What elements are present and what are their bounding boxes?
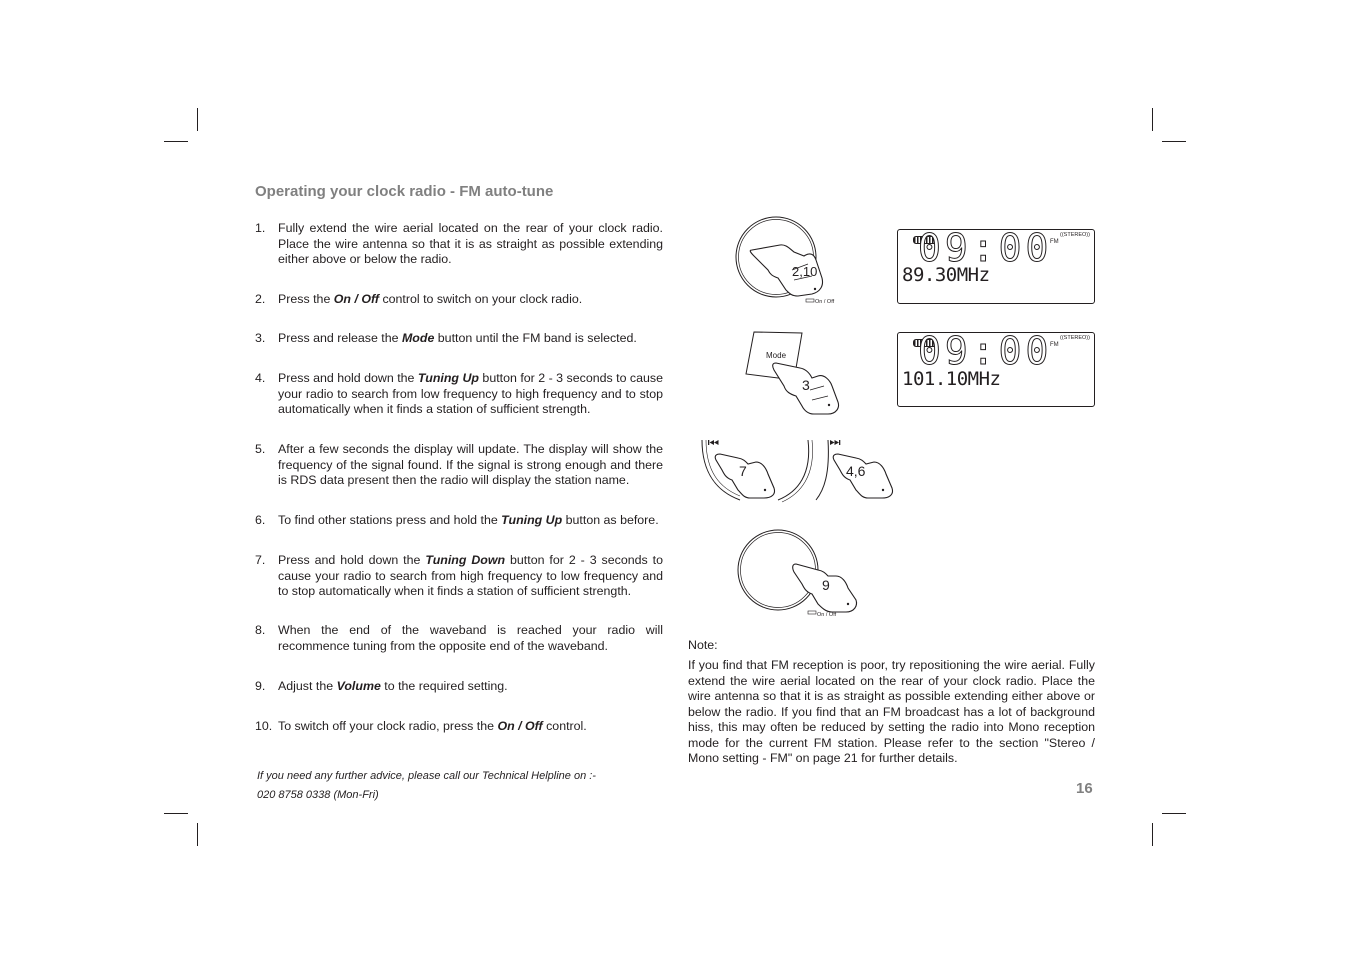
crop-mark xyxy=(1162,813,1186,814)
band-indicator: FM xyxy=(1050,239,1059,245)
list-item xyxy=(255,292,663,308)
on-off-knob-figure xyxy=(732,212,850,308)
skip-forward-icon xyxy=(830,440,840,445)
frequency-readout: 101.10MHz xyxy=(902,368,1001,390)
step-callout: 9 xyxy=(822,577,830,593)
helpline-note xyxy=(257,767,596,805)
mode-button-label: Mode xyxy=(766,351,787,360)
lcd-display xyxy=(897,226,1095,304)
stereo-indicator: ((STEREO)) xyxy=(1060,335,1090,341)
list-item xyxy=(255,623,663,654)
stereo-indicator: ((STEREO)) xyxy=(1060,232,1090,238)
step-text: control to switch on your clock radio. xyxy=(379,292,583,306)
step-text: Press and release the xyxy=(278,331,402,345)
on-off-symbol-icon xyxy=(806,299,814,302)
step-text: Press the xyxy=(278,292,334,306)
clock-time: 09:00 xyxy=(918,329,1053,373)
list-item xyxy=(255,719,663,735)
step-number: 1. xyxy=(255,221,266,235)
frequency-readout: 89.30MHz xyxy=(902,264,990,286)
helpline-phone: 020 8758 0338 (Mon-Fri) xyxy=(257,789,379,801)
step-number: 7. xyxy=(255,553,266,567)
step-number: 2. xyxy=(255,292,266,306)
list-item xyxy=(255,513,663,529)
step-text: Adjust the xyxy=(278,679,337,693)
step-text: Press and hold down the xyxy=(278,553,426,567)
step-text: Fully extend the wire aerial located on the rear of your clock radio. Place the wire antenna so that it is as straight as possible extending either above or below the radio. xyxy=(278,221,663,266)
knob-caption: On / Off xyxy=(817,612,837,618)
list-item xyxy=(255,679,663,695)
step-number: 5. xyxy=(255,442,266,456)
list-item xyxy=(255,553,663,600)
note-heading: Note: xyxy=(688,638,718,652)
step-callout: 4,6 xyxy=(846,463,866,479)
step-number: 4. xyxy=(255,371,266,385)
step-text: When the end of the waveband is reached your radio will recommence tuning from the opposite end of the waveband. xyxy=(278,623,663,653)
lcd-display xyxy=(897,329,1095,407)
control-name: On / Off xyxy=(333,292,379,306)
note-body: If you find that FM reception is poor, try repositioning the wire aerial. Fully extend the wire aerial located on the rear of your clock radio. Place the wire antenna so that it is as straight as possible extending either above or below the radio. If you find that an FM broadcast has a lot of background hiss, this may often be reduced by setting the radio into Mono reception mode for the current FM station. Please refer to the section "Stereo / Mono setting - FM" on page 21 for further details. xyxy=(688,658,1095,765)
crop-mark xyxy=(1152,108,1153,131)
helpline-text: If you need any further advice, please call our Technical Helpline on :- xyxy=(257,770,596,782)
list-item xyxy=(255,371,663,418)
step-text: button for 2 - 3 seconds to cause your radio to search from low frequency to high frequency and to stop automatically when it finds a station of sufficient strength. xyxy=(278,371,663,416)
mode-button-figure xyxy=(744,330,848,416)
control-name: Volume xyxy=(336,679,381,693)
crop-mark xyxy=(1162,141,1186,142)
tuning-buttons-figure xyxy=(698,434,898,504)
crop-mark xyxy=(197,108,198,131)
crop-mark xyxy=(164,813,188,814)
step-text: button until the FM band is selected. xyxy=(434,331,637,345)
page-number: 16 xyxy=(1076,780,1093,797)
clock-time: 09:00 xyxy=(918,226,1053,270)
on-off-symbol-icon xyxy=(808,611,816,614)
band-indicator: FM xyxy=(1050,342,1059,348)
control-name: Tuning Up xyxy=(501,513,563,527)
list-item xyxy=(255,221,663,268)
step-callout: 2,10 xyxy=(792,264,818,279)
control-name: Mode xyxy=(401,331,435,345)
step-callout: 7 xyxy=(739,463,747,479)
control-name: On / Off xyxy=(497,719,543,733)
step-number: 8. xyxy=(255,623,266,637)
step-text: To find other stations press and hold the xyxy=(278,513,502,527)
step-number: 10. xyxy=(255,719,273,733)
step-text: After a few seconds the display will update. The display will show the frequency of the signal found. If the signal is strong enough and there is RDS data present then the radio will display the station name. xyxy=(278,442,663,487)
page-title: Operating your clock radio - FM auto-tune xyxy=(255,183,554,200)
list-item xyxy=(255,331,663,347)
list-item xyxy=(255,442,663,489)
step-number: 6. xyxy=(255,513,266,527)
step-text: To switch off your clock radio, press the xyxy=(278,719,498,733)
step-number: 9. xyxy=(255,679,266,693)
crop-mark xyxy=(1152,823,1153,846)
volume-knob-figure xyxy=(734,524,868,620)
knob-caption: On / Off xyxy=(815,299,835,305)
step-text: to the required setting. xyxy=(380,679,508,693)
skip-back-icon xyxy=(708,440,719,445)
step-text: button as before. xyxy=(562,513,659,527)
step-number: 3. xyxy=(255,331,266,345)
crop-mark xyxy=(197,823,198,846)
step-text: button for 2 - 3 seconds to cause your radio to search from high frequency to low frequency and to stop automatically when it finds a station of sufficient strength. xyxy=(278,553,663,598)
control-name: Tuning Up xyxy=(417,371,479,385)
control-name: Tuning Down xyxy=(425,553,506,567)
crop-mark xyxy=(164,141,188,142)
step-callout: 3 xyxy=(802,377,810,393)
step-text: Press and hold down the xyxy=(278,371,418,385)
step-text: control. xyxy=(542,719,587,733)
